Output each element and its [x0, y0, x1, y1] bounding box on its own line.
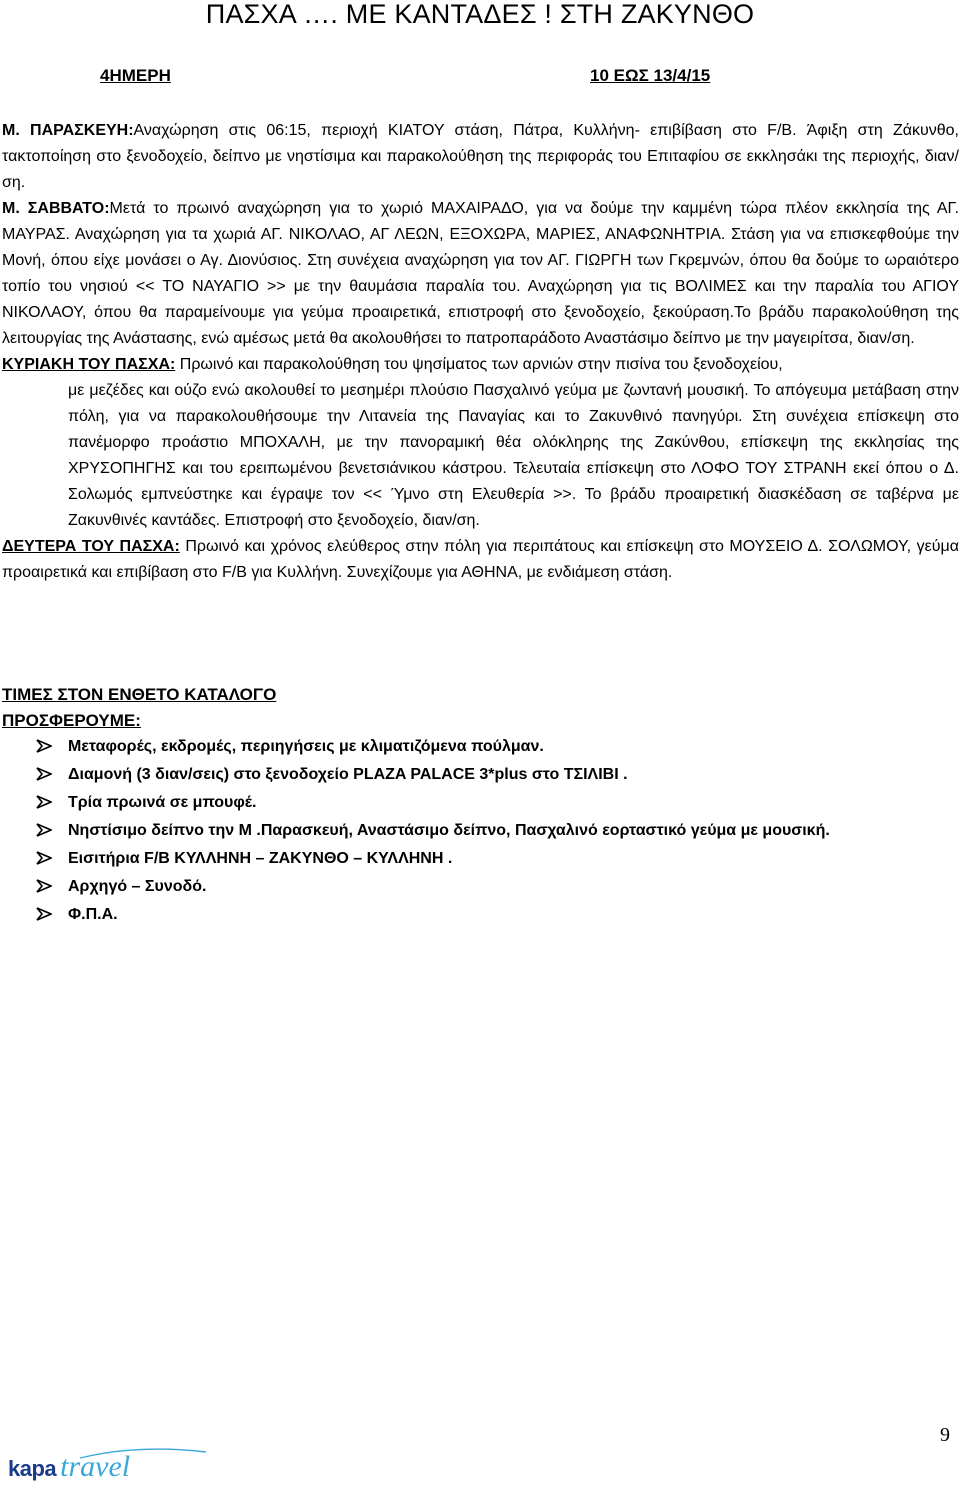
offer-text: Νηστίσιμο δείπνο την Μ .Παρασκευή, Αναστάσιμο δείπνο, Πασχαλινό εορταστικό γεύμα με μουσική. — [68, 822, 830, 839]
day-monday-text: Πρωινό και χρόνος ελεύθερος στην πόλη για περιπάτους και επίσκεψη στο ΜΟΥΣΕΙΟ Δ. ΣΟΛΩΜΟΥ, γεύμα προαιρετικά και επιβίβαση στο F/B για Κυλλήνη. Συνεχίζουμε για ΑΘΗΝΑ, με ενδιάμεση στάση. — [2, 538, 960, 581]
day-sunday-continued — [2, 378, 959, 534]
day-friday — [2, 118, 959, 196]
arrow-bullet-icon — [2, 874, 68, 902]
offer-text: Μεταφορές, εκδρομές, περιηγήσεις με κλιματιζόμενα πούλμαν. — [68, 738, 544, 755]
trip-dates: 10 ΕΩΣ 13/4/15 — [590, 66, 711, 85]
offer-text: Φ.Π.Α. — [68, 906, 118, 923]
prices-line: ΤΙΜΕΣ ΣΤΟΝ ΕΝΘΕΤΟ ΚΑΤΑΛΟΓΟ — [2, 685, 277, 704]
trip-duration: 4ΗΜΕΡΗ — [100, 66, 171, 85]
logo-swoosh-icon — [78, 1446, 208, 1462]
itinerary — [2, 118, 959, 586]
list-item — [2, 846, 959, 874]
logo-travel-text: travel — [60, 1450, 131, 1483]
day-sunday-text-1: Πρωινό και παρακολούθηση του ψησίματος των αρνιών στην πισίνα του ξενοδοχείου, — [175, 356, 783, 373]
kapa-travel-logo — [8, 1450, 208, 1484]
offer-text: Διαμονή (3 διαν/σεις) στο ξενοδοχείο PLAZA PALACE 3*plus στο ΤΣΙΛΙΒΙ . — [68, 766, 628, 783]
day-friday-text: Αναχώρηση στις 06:15, περιοχή ΚΙΑΤΟΥ στάση, Πάτρα, Κυλλήνη- επιβίβαση στο F/B. Άφιξη στη Ζάκυνθο, τακτοποίηση στο ξενοδοχείο, δείπνο με νηστίσιμα και παρακολούθηση της περιφοράς του Επιταφίου σε εκκλησάκι της περιοχής, διαν/ση. — [2, 122, 959, 191]
day-saturday-text: Μετά το πρωινό αναχώρηση για το χωριό ΜΑΧΑΙΡΑΔΟ, για να δούμε την καμμένη τώρα πλέον εκκλησία της ΑΓ. ΜΑΥΡΑΣ. Αναχώρηση για τα χωριά ΑΓ. ΝΙΚΟΛΑΟ, ΑΓ ΛΕΩΝ, ΕΞΟΧΩΡΑ, ΜΑΡΙΕΣ, ΑΝΑΦΩΝΗΤΡΙΑ. Στάση για να επισκεφθούμε την Μονή, όπου είχε μονάσει ο Αγ. Διονύσιος. Στη συνέχεια αναχώρηση για τον ΑΓ. ΓΙΩΡΓΗ των Γκρεμνών, όπου θα δούμε το ωραιότερο τοπίο του νησιού << ΤΟ ΝΑΥΑΓΙΟ >> με την θαυμάσια παραλία του. Αναχώρηση για τις ΒΟΛΙΜΕΣ και την παραλία του ΑΓΙΟΥ ΝΙΚΟΛΑΟΥ, όπου θα παραμείνουμε για γεύμα προαιρετικά, επιστροφή στο ξενοδοχείο, ξεκούραση.Το βράδυ παρακολούθηση της λειτουργίας της Ανάστασης, ενώ αμέσως μετά θα ακολουθήσει το πατροπαράδοτο Αναστάσιμο δείπνο με την μαγειρίτσα, διαν/ση. — [2, 200, 960, 347]
day-sunday-label: ΚΥΡΙΑΚΗ ΤΟΥ ΠΑΣΧΑ: — [2, 356, 176, 373]
offer-text: Τρία πρωινά σε μπουφέ. — [68, 794, 257, 811]
offer-text: Αρχηγό – Συνοδό. — [68, 878, 207, 895]
offer-list — [2, 734, 959, 930]
day-sunday-text-2: με μεζέδες και ούζο ενώ ακολουθεί το μεσημέρι πλούσιο Πασχαλινό γεύμα με ζωντανή μουσική. Το απόγευμα μετάβαση στην πόλη, για να παρακολουθήσουμε την Λιτανεία της Παναγίας και το Ζακυνθινό πανηγύρι. Στη συνέχεια επίσκεψη στο πανέμορφο προάστιο ΜΠΟΧΑΛΗ, με την πανοραμική θέα ολόκληρης της Ζακύνθου, επίσκεψη της εκκλησίας της ΧΡΥΣΟΠΗΓΗΣ και του ερειπωμένου βενετσιάνικου κάστρου. Τελευταία επίσκεψη στο ΛΟΦΟ ΤΟΥ ΣΤΡΑΝΗ εκεί όπου ο Δ. Σολωμός εμπνεύστηκε και έγραψε τον << Ύμνο στη Ελευθερία >>. Το βράδυ προαιρετική διασκέδαση σε ταβέρνα με Ζακυνθινές καντάδες. Επιστροφή στο ξενοδοχείο, διαν/ση. — [68, 382, 959, 529]
page-title: ΠΑΣΧΑ …. ΜΕ ΚΑΝΤΑΔΕΣ ! ΣΤΗ ΖΑΚΥΝΘΟ — [205, 0, 755, 29]
offer-text: Εισιτήρια F/B ΚΥΛΛΗΝΗ – ΖΑΚΥΝΘΟ – ΚΥΛΛΗΝΗ . — [68, 850, 453, 867]
day-monday — [2, 534, 959, 586]
day-monday-label: ΔΕΥΤΕΡΑ ΤΟΥ ΠΑΣΧΑ: — [2, 538, 180, 555]
day-saturday — [2, 196, 959, 352]
list-item — [2, 818, 959, 846]
arrow-bullet-icon — [2, 846, 68, 874]
arrow-bullet-icon — [2, 902, 68, 930]
list-item — [2, 790, 959, 818]
offer-heading: ΠΡΟΣΦΕΡΟΥΜΕ: — [2, 711, 141, 730]
arrow-bullet-icon — [2, 818, 68, 846]
day-sunday — [2, 352, 959, 378]
logo-kapa-text: kapa — [8, 1456, 57, 1481]
day-friday-label: Μ. ΠΑΡΑΣΚΕΥΗ: — [2, 122, 134, 139]
day-saturday-label: Μ. ΣΑΒΒΑΤΟ: — [2, 200, 110, 217]
prices-section — [2, 682, 276, 734]
arrow-bullet-icon — [2, 762, 68, 790]
list-item — [2, 734, 959, 762]
list-item — [2, 762, 959, 790]
list-item — [2, 902, 959, 930]
arrow-bullet-icon — [2, 790, 68, 818]
list-item — [2, 874, 959, 902]
page-number: 9 — [940, 1424, 950, 1446]
arrow-bullet-icon — [2, 734, 68, 762]
